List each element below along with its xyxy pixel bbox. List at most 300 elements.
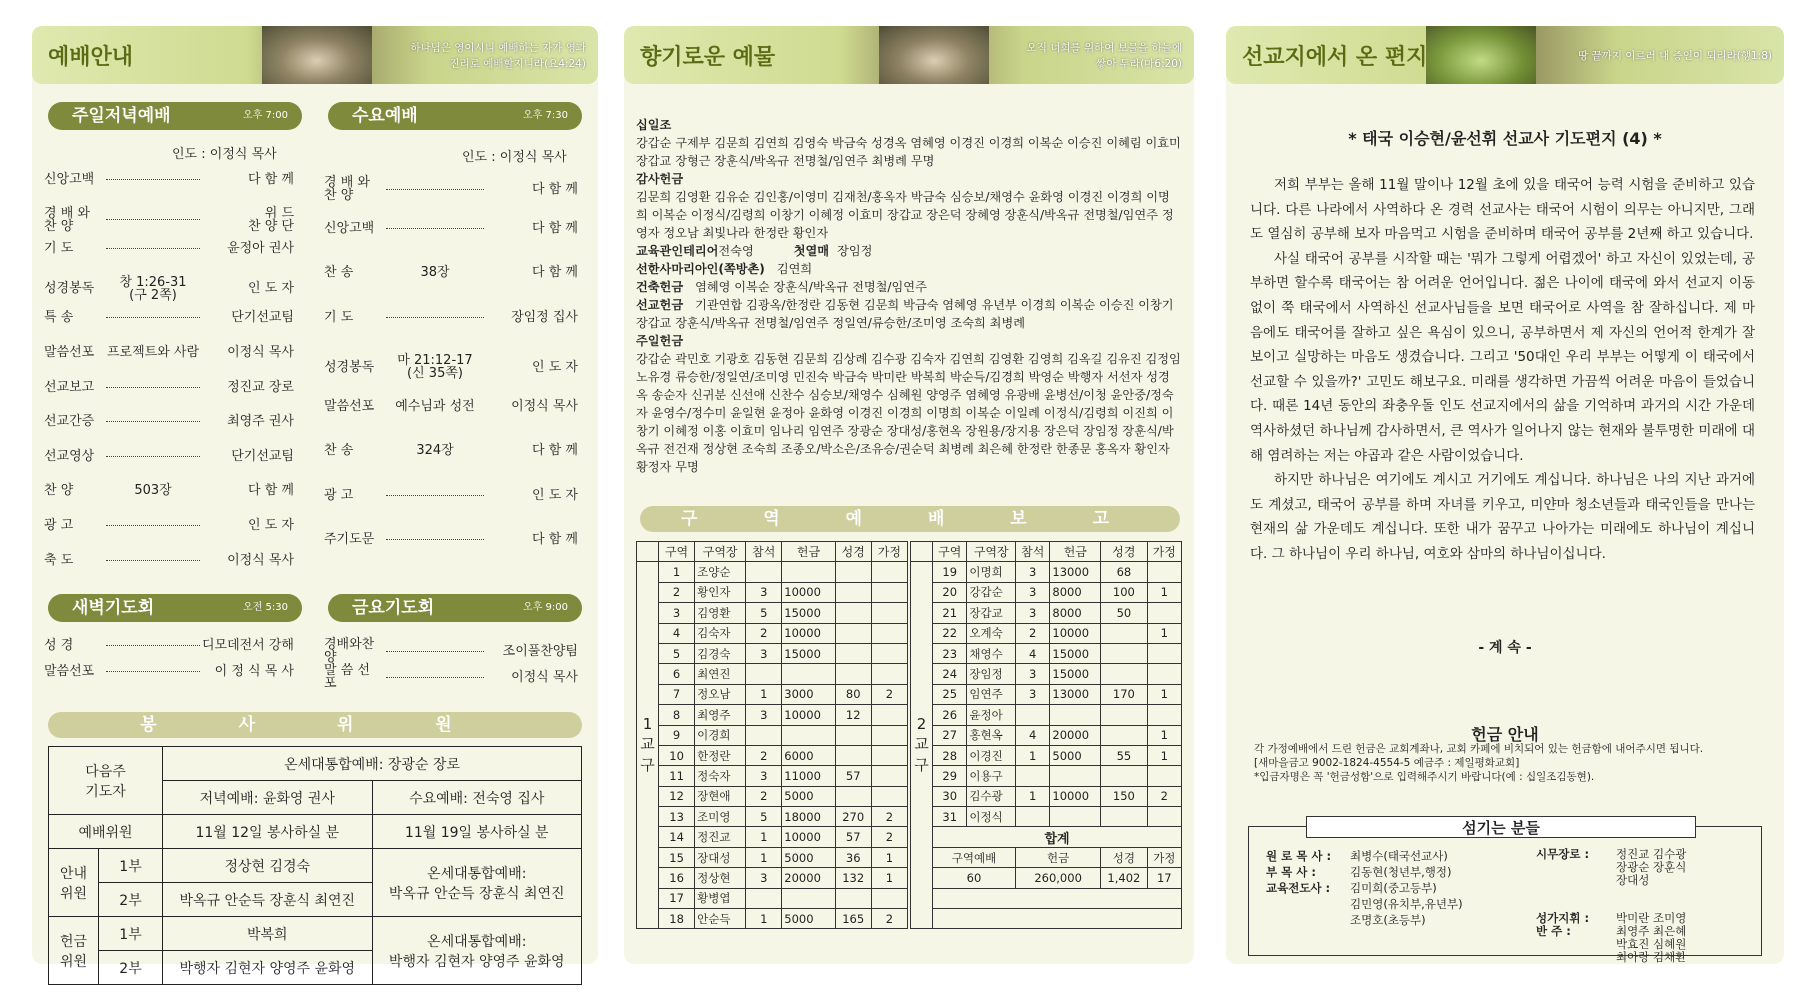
letter-title: * 태국 이승현/윤선휘 선교사 기도편지 (4) * — [1348, 129, 1662, 148]
zone-cell: 20000 — [782, 868, 835, 888]
wednesday-title: 수요예배 오후 7:30 — [328, 102, 582, 130]
offering-all-worship: 온세대통합예배: 박행자 김현자 양영주 윤화영 — [372, 917, 582, 985]
order-person: 이정식 목사 — [511, 398, 578, 414]
dots-leader — [106, 387, 200, 388]
total-header: 헌금 — [1016, 847, 1101, 867]
letter-paragraph: 사실 태국어 공부를 시작할 때는 '뭐가 그렇게 어렵겠어' 하고 자신이 있었는데, 공부하면 할수록 태국어는 참 어려운 언어입니다. 젊은 나이에 태국에 와서 선교지 이동 없이 쭉 태국에서 사역하신 선교사님들을 보면 태국어로 사역을 참 잘하십니다. 제 마음에도 태국어를 잘하고 싶은 욕심이 있으니, 공부하면서 제 자신의 언어적 한계가 잘 보이고 실망하는 마음도 생겼습니다. 그리고 '50대인 우리 부부는 어떻게 이 태국에서 선교할 수 있을까?' 고민도 해보구요. 미래를 생각하면 가끔씩 어려운 마음이 들었습니다. 때론 14년 동안의 좌충우돌 인도 선교지에서의 삶을 기억하며 과거의 시간 가운데 역사하셨던 하나님께 감사하면서, 큰 역사가 일어나지 않는 현재와 불투명한 미래에 대해 염려하는 저는 야곱과 같은 사람이었습니다. — [1250, 250, 1755, 464]
total-value: 17 — [1147, 868, 1181, 888]
zone-cell: 정숙자 — [695, 766, 746, 786]
dots-leader — [106, 219, 200, 220]
zone-cell: 8000 — [1050, 582, 1101, 602]
order-detail: 503장 — [134, 483, 172, 499]
zone-cell: 1 — [659, 562, 695, 582]
zone-cell: 최영주 — [695, 705, 746, 725]
continued-note: - 계 속 - — [1478, 640, 1532, 656]
cross-photo — [879, 26, 989, 84]
zone-cell: 10000 — [1050, 786, 1101, 806]
offering-category-title: 건축헌금 — [636, 280, 684, 294]
parish-label: 1 교 구 — [637, 562, 659, 929]
zone-cell: 조미영 — [695, 807, 746, 827]
zone-cell: 2 — [1016, 623, 1050, 643]
zone-cell: 24 — [933, 664, 967, 684]
order-row — [324, 265, 582, 280]
zone-column-header: 구역 — [659, 542, 695, 562]
zone-cell — [746, 725, 782, 745]
order-row — [324, 354, 582, 380]
zone-cell: 3 — [659, 603, 695, 623]
zone-cell: 15000 — [1050, 643, 1101, 663]
zone-cell: 3 — [1016, 603, 1050, 623]
sunday-evening-title: 주일저녁예배 오후 7:00 — [48, 102, 302, 130]
dots-leader — [386, 317, 484, 318]
staff-row — [1266, 864, 1452, 880]
zone-cell: 13000 — [1050, 562, 1101, 582]
zone-cell: 10 — [659, 745, 695, 765]
zone-cell: 11000 — [782, 766, 835, 786]
zone-cell — [1101, 705, 1147, 725]
order-row — [324, 664, 582, 690]
order-part: 광 고 — [44, 518, 74, 533]
zone-cell: 12 — [659, 786, 695, 806]
first-service-label: 1부 — [99, 917, 163, 951]
zone2-table — [910, 541, 1182, 929]
order-person: 정진교 장로 — [227, 379, 294, 395]
order-row — [44, 414, 298, 429]
zone-cell: 5000 — [782, 786, 835, 806]
zone-cell: 2 — [659, 582, 695, 602]
order-detail: 프로젝트와 사람 — [106, 345, 200, 360]
evening-prayer: 저녁예배: 윤화영 권사 — [163, 781, 372, 815]
zone-cell: 1 — [1016, 745, 1050, 765]
wednesday-leader: 인도 : 이정식 목사 — [462, 150, 567, 165]
zone-cell — [1101, 807, 1147, 827]
zone-cell: 장갑교 — [967, 603, 1016, 623]
zone-cell: 20 — [933, 582, 967, 602]
order-row — [44, 172, 298, 187]
zone-cell: 27 — [933, 725, 967, 745]
zone-cell — [1016, 766, 1050, 786]
zone-cell: 장임정 — [967, 664, 1016, 684]
order-part: 경 배 와 찬 양 — [324, 175, 370, 203]
zone-cell: 57 — [835, 766, 871, 786]
zone-column-header: 참석 — [1016, 542, 1050, 562]
offerings-header — [624, 26, 1194, 84]
zone-cell: 6000 — [782, 745, 835, 765]
order-person: 장임정 집사 — [511, 309, 578, 325]
order-part: 성 경 — [44, 638, 74, 653]
dots-leader — [106, 671, 200, 672]
order-person: 다 함 께 — [532, 265, 578, 280]
zone-cell: 장대성 — [695, 847, 746, 867]
zone-column-header: 성경 — [835, 542, 871, 562]
zone-cell: 한정란 — [695, 745, 746, 765]
zone-cell: 12 — [835, 705, 871, 725]
order-row — [44, 664, 298, 679]
zone-cell: 1 — [1147, 745, 1181, 765]
sprout-photo — [1426, 26, 1536, 84]
zone-cell: 132 — [835, 868, 871, 888]
dots-leader — [386, 189, 484, 190]
offering-givers: 강갑순 구제부 김문희 김연희 김영숙 박금숙 성경옥 염혜영 이경진 이경희 이복순 이승진 이혜림 이효미 장갑교 장형근 장훈식/박옥규 전명철/임연주 최병례 무명 — [636, 136, 1181, 168]
dots-leader — [106, 525, 200, 526]
zone-cell — [1147, 664, 1181, 684]
order-part: 주기도문 — [324, 532, 375, 547]
order-part: 말 씀 선 포 — [324, 663, 370, 691]
zone-cell: 5 — [659, 643, 695, 663]
order-row — [44, 310, 298, 325]
order-row — [44, 345, 298, 360]
dots-leader — [386, 539, 484, 540]
staff-names: 김미희(중고등부) — [1350, 881, 1437, 895]
zone-cell: 11 — [659, 766, 695, 786]
order-part: 찬 송 — [324, 265, 354, 280]
zone-cell: 2 — [746, 745, 782, 765]
zone-cell: 50 — [1101, 603, 1147, 623]
staff-row — [1266, 896, 1463, 912]
zone-cell: 1 — [1147, 623, 1181, 643]
sunday-leader: 인도 : 이정식 목사 — [172, 147, 277, 162]
zone-cell: 정상현 — [695, 868, 746, 888]
zone-cell: 조양순 — [695, 562, 746, 582]
zone-cell: 28 — [933, 745, 967, 765]
zone-cell: 10000 — [1050, 623, 1101, 643]
order-person: 다 함 께 — [248, 172, 294, 187]
zone-cell — [1101, 766, 1147, 786]
committee-date-1: 11월 12일 봉사하실 분 — [163, 815, 372, 849]
zone-cell — [871, 786, 907, 806]
zone-cell: 30 — [933, 786, 967, 806]
zone-cell — [871, 766, 907, 786]
zone-cell — [835, 623, 871, 643]
zone-cell: 23 — [933, 643, 967, 663]
total-value: 1,402 — [1101, 868, 1147, 888]
letter-body — [1250, 173, 1755, 567]
zone-cell: 6 — [659, 664, 695, 684]
offering-category-title: 십일조 — [636, 118, 672, 132]
zone-cell: 3 — [1016, 582, 1050, 602]
zone-cell — [1101, 623, 1147, 643]
zone-cell: 9 — [659, 725, 695, 745]
zone-cell: 270 — [835, 807, 871, 827]
zone-cell: 2 — [746, 623, 782, 643]
zone-cell: 8000 — [1050, 603, 1101, 623]
zone-empty-cell — [933, 888, 1182, 908]
order-person: 인 도 자 — [248, 518, 294, 533]
zone-cell: 장현애 — [695, 786, 746, 806]
zone-cell: 19 — [933, 562, 967, 582]
staff-role: 성가지휘 : 반 주 : — [1536, 911, 1590, 938]
order-person: 인 도 자 — [248, 281, 294, 297]
offering-guide-title: 헌금 안내 — [1471, 725, 1539, 744]
staff-names: 정진교 김수광 장광순 장훈식 장대성 — [1616, 847, 1687, 887]
order-part: 신앙고백 — [324, 220, 375, 236]
zone-cell: 15000 — [782, 603, 835, 623]
zone-cell: 3 — [746, 643, 782, 663]
zone-cell: 2 — [871, 827, 907, 847]
zone-cell: 13 — [659, 807, 695, 827]
zone-cell: 1 — [746, 847, 782, 867]
zone-cell: 김수광 — [967, 786, 1016, 806]
offering-second-service: 박행자 김현자 양영주 윤화영 — [163, 951, 372, 985]
order-part: 찬 송 — [324, 443, 354, 458]
offering-category-title: 선교헌금 — [636, 298, 684, 312]
zone-cell: 10000 — [782, 623, 835, 643]
offering-givers: 강갑순 곽민호 기광호 김동현 김문희 김상례 김수광 김숙자 김연희 김영환 김영희 김옥길 김유진 김정임 노유경 류승한/정일연/조미영 민진숙 박금숙 박미란 박복희 박순득/김경희 박영순 박행자 서선자 성경옥 송순자 신귀분 신선애 신찬수 심승보/채영수 심혜원 양영주 염혜영 유광배 윤병선/이청 윤안중/정숙자 윤영수/정수미 윤일현 윤정아 윤화영 이경진 이경희 이명희 이복순 이일례 이정식/김령희 이진희 이창기 이혜정 이홍 이효미 임나리 임연주 장광순 장대성/홍현옥 장원용/장지용 장은덕 장임정 장훈식/박옥규 전건재 정상현 조숙희 조종오/박소은/조유승/권순덕 최병례 최은혜 한정란 한종문 홍옥자 황인자 황정자 무명 — [636, 352, 1181, 474]
offering-category — [636, 332, 1181, 476]
order-detail: 38장 — [420, 265, 450, 280]
zone-cell — [871, 562, 907, 582]
order-row — [324, 399, 582, 414]
offering-givers: 염혜영 이복순 장훈식/박옥규 전명철/임연주 — [695, 280, 927, 294]
order-part: 찬 양 — [44, 483, 74, 499]
zone-cell: 강갑순 — [967, 582, 1016, 602]
zone-cell: 1 — [746, 909, 782, 929]
order-part: 선교보고 — [44, 379, 95, 395]
order-part: 신앙고백 — [44, 172, 95, 187]
mission-letter-verse: 땅 끝까지 이르러 내 증인이 되리라(행1:8) — [1578, 50, 1772, 62]
zone-cell: 4 — [1016, 725, 1050, 745]
mission-letter-panel — [1226, 26, 1784, 964]
dots-leader — [106, 248, 200, 249]
dots-leader — [106, 317, 200, 318]
zone-cell: 16 — [659, 868, 695, 888]
dots-leader — [106, 456, 200, 457]
order-part: 경배와찬양 — [324, 637, 375, 665]
zone-cell: 15 — [659, 847, 695, 867]
order-detail: 창 1:26-31 (구 2쪽) — [119, 274, 187, 303]
staff-title: 섬기는 분들 — [1306, 816, 1696, 838]
guide-first-service: 정상현 김경숙 — [163, 849, 372, 883]
wednesday-prayer: 수요예배: 전숙영 집사 — [372, 781, 582, 815]
offering-category-title: 주일헌금 — [636, 334, 684, 348]
offering-category — [636, 260, 1181, 278]
zone-cell — [746, 888, 782, 908]
first-service-label: 1부 — [99, 849, 163, 883]
worship-guide-header — [32, 26, 598, 84]
zone-cell — [782, 664, 835, 684]
offering-names-list — [636, 116, 1181, 476]
offerings-verse: 오직 너희를 위하여 보물을 하늘에 쌓아 두라(마6:20) — [1026, 42, 1182, 70]
total-value: 60 — [933, 868, 1016, 888]
zone-cell: 윤정아 — [967, 705, 1016, 725]
zone-cell — [835, 562, 871, 582]
order-row — [44, 518, 298, 533]
zone-cell — [1147, 705, 1181, 725]
zone-cell — [782, 562, 835, 582]
zone-cell: 3 — [1016, 562, 1050, 582]
zone-cell: 5000 — [782, 847, 835, 867]
order-person: 이정식 목사 — [227, 552, 294, 568]
staff-role: 부 목 사 : — [1266, 865, 1316, 879]
next-prayer-label: 다음주 기도자 — [49, 747, 163, 815]
total-header: 구역예배 — [933, 847, 1016, 867]
order-person: 단기선교팀 — [231, 448, 294, 464]
order-part: 특 송 — [44, 310, 74, 326]
zone-cell: 100 — [1101, 582, 1147, 602]
order-row — [44, 241, 298, 256]
zone-cell — [1147, 562, 1181, 582]
order-part: 기 도 — [324, 309, 354, 325]
order-row — [44, 276, 298, 302]
staff-role: 원 로 목 사 : — [1266, 849, 1332, 863]
zone-cell: 20000 — [1050, 725, 1101, 745]
order-part: 말씀선포 — [44, 664, 95, 679]
order-row — [44, 380, 298, 395]
bank-account: [새마을금고 9002-1824-4554-5 예금주 : 제일평화교회] — [1254, 757, 1520, 769]
order-part: 경 배 와 찬 양 — [44, 205, 90, 234]
all-worship-prayer: 온세대통합예배: 장광순 장로 — [163, 747, 582, 781]
zone-cell: 1 — [746, 684, 782, 704]
order-detail: 예수님과 성전 — [395, 398, 475, 414]
zone-column-header: 구역장 — [695, 542, 746, 562]
order-person: 다 함 께 — [532, 181, 578, 197]
zone-cell: 1 — [1147, 582, 1181, 602]
zone-cell: 15000 — [782, 643, 835, 663]
staff-names: 박미란 조미영 최영주 최은혜 박효진 심혜원 최아랑 김채환 — [1616, 911, 1687, 964]
order-person: 이 정 식 목 사 — [214, 664, 294, 679]
dots-leader — [386, 228, 484, 229]
praying-hands-photo — [262, 26, 372, 84]
dots-leader — [386, 495, 484, 496]
zone-report-title: 구 역 예 배 보 고 — [640, 506, 1180, 532]
zone-cell: 29 — [933, 766, 967, 786]
order-row — [324, 176, 582, 202]
order-row — [324, 532, 582, 547]
zone-cell — [1101, 643, 1147, 663]
committee-table — [48, 746, 582, 985]
zone1-table — [636, 541, 908, 929]
zone-cell — [871, 888, 907, 908]
order-row — [324, 221, 582, 236]
offerings-panel — [624, 26, 1194, 964]
zone-parish-header — [911, 542, 933, 562]
zone-cell: 1 — [1016, 786, 1050, 806]
order-part: 선교간증 — [44, 414, 95, 430]
zone-cell: 5 — [746, 603, 782, 623]
zone-cell: 21 — [933, 603, 967, 623]
zone-cell — [1016, 807, 1050, 827]
order-row — [44, 207, 298, 233]
zone-column-header: 참석 — [746, 542, 782, 562]
zone-cell: 5000 — [782, 909, 835, 929]
order-person: 최영주 권사 — [227, 414, 294, 430]
order-part: 축 도 — [44, 552, 74, 568]
staff-names: 최병수(태국선교사) — [1350, 849, 1448, 863]
guide-second-service: 박옥규 안순득 장훈식 최연진 — [163, 883, 372, 917]
zone-cell — [746, 664, 782, 684]
order-person: 위 드 찬 양 단 — [248, 205, 294, 234]
order-part: 선교영상 — [44, 448, 95, 464]
zone-cell — [871, 603, 907, 623]
zone-cell: 10000 — [782, 827, 835, 847]
total-header: 성경 — [1101, 847, 1147, 867]
zone-cell: 2 — [1147, 786, 1181, 806]
zone-cell — [871, 643, 907, 663]
staff-row — [1536, 848, 1686, 887]
second-service-label: 2부 — [99, 883, 163, 917]
zone-cell: 10000 — [782, 705, 835, 725]
zone-cell — [1147, 807, 1181, 827]
order-detail: 324장 — [416, 443, 454, 458]
committee-title: 봉 사 위 원 — [48, 712, 582, 738]
zone-cell: 김경숙 — [695, 643, 746, 663]
zone-cell: 5 — [746, 807, 782, 827]
zone-cell — [835, 664, 871, 684]
offering-guide-body: 각 가정예배에서 드린 헌금은 교회계좌나, 교회 카페에 비치되어 있는 헌금함에 내어주시면 됩니다. [새마을금고 9002-1824-4554-5 예금주 : 제일평화교회] *입금자명은 꼭 '헌금성함'으로 입력해주시기 바랍니다(예 : 십일조김동현). — [1254, 742, 1754, 784]
zone-cell: 150 — [1101, 786, 1147, 806]
dawn-prayer-title: 새벽기도회 오전 5:30 — [48, 594, 302, 622]
zone-cell: 황병엽 — [695, 888, 746, 908]
committee-date-2: 11월 19일 봉사하실 분 — [372, 815, 582, 849]
order-part: 기 도 — [44, 241, 74, 257]
zone-column-header: 성경 — [1101, 542, 1147, 562]
worship-guide-title: 예배안내 — [48, 45, 134, 70]
offering-category-title: 첫열매 — [793, 244, 830, 258]
zone-cell: 최연진 — [695, 664, 746, 684]
zone-cell: 김영환 — [695, 603, 746, 623]
zone-cell: 3 — [746, 705, 782, 725]
zone-cell: 80 — [835, 684, 871, 704]
order-person: 다 함 께 — [532, 532, 578, 547]
friday-prayer-title: 금요기도회 오후 9:00 — [328, 594, 582, 622]
total-header: 가정 — [1147, 847, 1181, 867]
staff-names: 김동현(청년부,행정) — [1350, 865, 1452, 879]
order-part: 말씀선포 — [44, 345, 95, 360]
order-part: 광 고 — [324, 487, 354, 503]
zone-cell — [1147, 603, 1181, 623]
zone-cell: 이경진 — [967, 745, 1016, 765]
zone-column-header: 헌금 — [1050, 542, 1101, 562]
zone-cell: 정진교 — [695, 827, 746, 847]
order-person: 인 도 자 — [532, 359, 578, 375]
zone-cell: 1 — [1147, 684, 1181, 704]
zone-cell: 4 — [1016, 643, 1050, 663]
order-row — [324, 638, 582, 664]
zone-cell: 3000 — [782, 684, 835, 704]
offering-committee-label: 헌금 위원 — [49, 917, 99, 985]
zone-cell: 17 — [659, 888, 695, 908]
zone-cell — [1147, 643, 1181, 663]
total-title: 합계 — [933, 827, 1182, 847]
parish-label: 2 교 구 — [911, 562, 933, 929]
zone-column-header: 헌금 — [782, 542, 835, 562]
order-row — [44, 483, 298, 498]
offering-category-title: 감사헌금 — [636, 172, 684, 186]
zone-cell: 3 — [746, 766, 782, 786]
order-row — [324, 310, 582, 325]
zone-cell: 1 — [746, 827, 782, 847]
zone-cell — [871, 664, 907, 684]
zone-cell: 57 — [835, 827, 871, 847]
order-person: 이정식 목사 — [511, 669, 578, 685]
zone-cell — [835, 603, 871, 623]
letter-paragraph: 저희 부부는 올해 11월 말이나 12월 초에 있을 태국어 능력 시험을 준비하고 있습니다. 다른 나라에서 사역하다 온 경력 선교사는 태국어 시험이 의무는 아니지만, 그래도 열심히 공부해 보자 마음먹고 시험을 준비하며 태국어 공부를 2년째 하고 있습니다. — [1250, 177, 1755, 243]
zone-cell: 18000 — [782, 807, 835, 827]
zone-cell: 15000 — [1050, 664, 1101, 684]
offering-givers: 기관연합 김광옥/한정란 김동현 김문희 박금숙 염혜영 유년부 이경희 이복순 이승진 이창기 장갑교 장훈식/박옥규 전명철/임연주 정일연/류승한/조미영 조숙희 최병례 — [636, 298, 1174, 330]
zone-cell — [835, 888, 871, 908]
zone-cell — [782, 725, 835, 745]
zone-cell: 2 — [871, 909, 907, 929]
zone-column-header: 가정 — [871, 542, 907, 562]
zone-column-header: 가정 — [1147, 542, 1181, 562]
zone-parish-header — [637, 542, 659, 562]
mission-letter-header — [1226, 26, 1784, 84]
dots-leader — [106, 560, 200, 561]
zone-cell — [871, 725, 907, 745]
zone-cell — [835, 725, 871, 745]
zone-cell — [1050, 705, 1101, 725]
